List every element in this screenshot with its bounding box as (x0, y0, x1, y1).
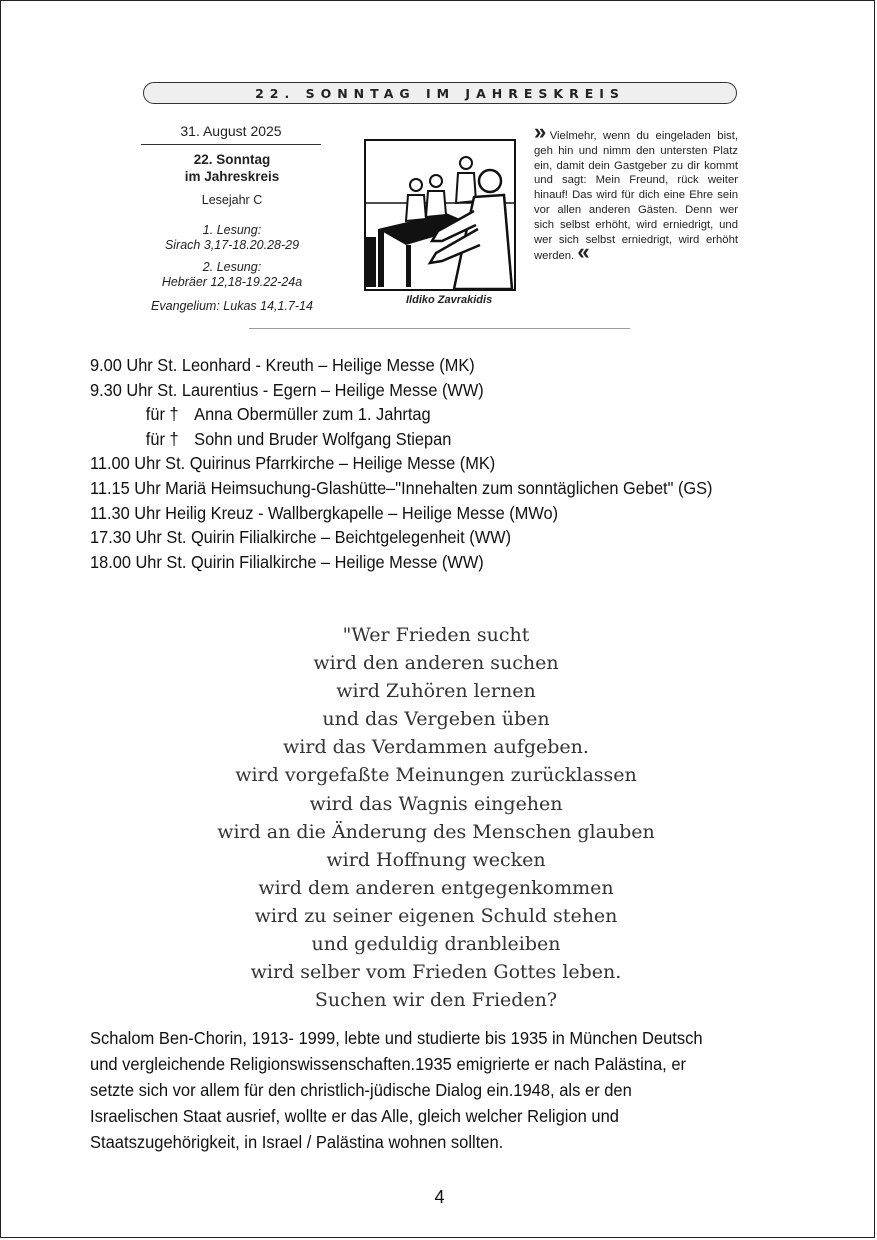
intention-prefix: für † (145, 428, 179, 449)
woodcut-illustration (364, 139, 516, 291)
liturgy-info (141, 123, 323, 314)
divider (249, 328, 630, 329)
quote-close-mark: « (577, 239, 587, 265)
poem-line: und das Vergeben üben (322, 708, 550, 731)
date: 31. August 2025 (141, 123, 321, 145)
lesejahr: Lesejahr C (201, 193, 263, 207)
service-schedule (90, 353, 806, 574)
poem-line: wird selber vom Frieden Gottes leben. (250, 961, 622, 984)
lesung2-label: 2. Lesung: (202, 260, 262, 274)
bio-line: Schalom Ben-Chorin, 1913- 1999, lebte und studierte bis 1935 in München Deutsch (90, 1028, 703, 1048)
intention-text: Sohn und Bruder Wolfgang Stiepan (194, 428, 452, 449)
page-number: 4 (434, 1187, 445, 1207)
poem-line: wird dem anderen entgegenkommen (258, 876, 614, 899)
sunday-title (141, 151, 323, 185)
author-bio (90, 1025, 812, 1155)
poem-line: wird das Wagnis eingehen (309, 792, 563, 815)
schedule-line: 9.00 Uhr St. Leonhard - Kreuth – Heilige Messe (MK) (90, 355, 475, 375)
bio-line: Staatszugehörigkeit, in Israel / Palästina wohnen sollten. (90, 1132, 504, 1152)
poem-line: wird das Verdammen aufgeben. (283, 736, 589, 759)
gospel-quote (534, 119, 739, 265)
schedule-line: 9.30 Uhr St. Laurentius - Egern – Heilige Messe (WW) (90, 379, 484, 400)
bio-line: und vergleichende Religionswissenschaften.1935 emigrierte er nach Palästina, er (90, 1054, 687, 1074)
lesung1-reference: Sirach 3,17-18.20.28-29 (164, 238, 300, 252)
illustration-credit: Ildiko Zavrakidis (406, 294, 493, 306)
quote-text: Vielmehr, wenn du eingeladen bist, geh hin und nimm den untersten Platz ein, damit dein Gastgeber zu dir kommt und sagt: Mein Freund, rück weiter hinauf! Das wird für dich eine Ehre sein vor allen anderen Gästen. Denn wer sich selbst erhöht, wird erniedrigt, und wer sich selbst erniedrigt, wird erhöht werden. (534, 130, 739, 263)
bio-line: Israelischen Staat ausrief, wollte er das Alle, gleich welcher Religion und (90, 1106, 619, 1126)
sunday-banner (143, 82, 737, 104)
poem-line: wird Zuhören lernen (336, 680, 536, 703)
schedule-line: 11.15 Uhr Mariä Heimsuchung-Glashütte–"Innehalten zum sonntäglichen Gebet" (GS) (90, 477, 713, 498)
poem-line: "Wer Frieden sucht (342, 624, 530, 646)
poem-line: wird vorgefaßte Meinungen zurücklassen (235, 764, 637, 787)
schedule-line: 17.30 Uhr St. Quirin Filialkirche – Beichtgelegenheit (WW) (90, 527, 512, 548)
lesung2-reference: Hebräer 12,18-19.22-24a (161, 275, 303, 289)
quote-open-mark: » (534, 119, 544, 144)
lesung1-label: 1. Lesung: (202, 223, 262, 237)
banquet-scene-image (366, 141, 514, 289)
intention-text: Anna Obermüller zum 1. Jahrtag (194, 404, 431, 425)
schedule-line: 11.00 Uhr St. Quirinus Pfarrkirche – Heilige Messe (MK) (90, 453, 496, 474)
bio-line: setzte sich vor allem für den christlich-jüdische Dialog ein.1948, als er den (90, 1080, 632, 1100)
sunday-title-line1: 22. Sonntag (193, 152, 271, 167)
gospel-reference: Evangelium: Lukas 14,1.7-14 (151, 299, 313, 313)
poem-line: und geduldig dranbleiben (311, 933, 561, 956)
sunday-title-line2: im Jahreskreis (184, 169, 280, 184)
poem-line: wird den anderen suchen (313, 652, 559, 675)
schedule-line: 11.30 Uhr Heilig Kreuz - Wallbergkapelle – Heilige Messe (MWo) (90, 502, 559, 523)
poem-line: wird Hoffnung wecken (326, 848, 546, 871)
mass-intention (90, 402, 806, 427)
poem-line: wird an die Änderung des Menschen glauben (217, 820, 655, 843)
mass-intention (90, 427, 806, 452)
intention-prefix: für † (145, 404, 179, 425)
poem (161, 621, 711, 1014)
banner-title: 22. SONNTAG IM JAHRESKREIS (255, 85, 625, 101)
schedule-line: 18.00 Uhr St. Quirin Filialkirche – Heilige Messe (WW) (90, 551, 484, 572)
poem-line: Suchen wir den Frieden? (314, 989, 558, 1012)
poem-line: wird zu seiner eigenen Schuld stehen (254, 904, 618, 927)
